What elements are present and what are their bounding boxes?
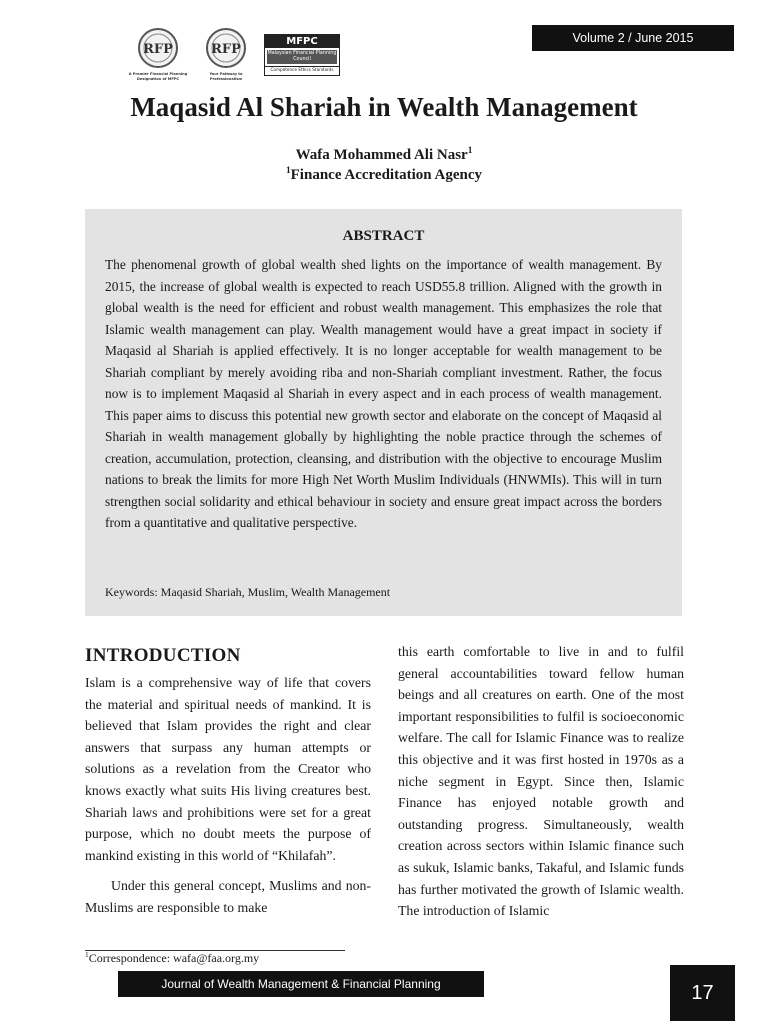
mfpc-logo-subtitle: Malaysian Financial Planning Council: [267, 51, 337, 62]
abstract-heading: ABSTRACT: [342, 228, 425, 244]
mfpc-logo-tagline: Competence Ethics Standards: [265, 66, 339, 73]
left-column: [85, 672, 371, 928]
author-name: Wafa Mohammed Ali Nasr: [295, 147, 468, 163]
mfpc-logo: [264, 34, 340, 76]
svg-text:RFP: RFP: [143, 42, 173, 57]
section-heading-introduction: INTRODUCTION: [85, 645, 241, 666]
volume-label: Volume 2 / June 2015: [532, 25, 734, 51]
rfp-emblem-icon: [136, 26, 180, 70]
journal-footer: Journal of Wealth Management & Financial Planning: [118, 971, 484, 997]
right-column: [398, 641, 684, 922]
intro-paragraph-continued: this earth comfortable to live in and to fulfil general accountabilities toward fellow human beings and all creatures on earth. One of the most important responsibilities to fulfil is socioeconomic welfare. The call for Islamic Finance was to realize this objective and it was first hosted in 1970s as a niche segment in Egypt. Since then, Islamic Finance has enjoyed notable growth and outstanding progress. Simultaneously, wealth creation across sectors within Islamic finance such as sukuk, Islamic banks, Takaful, and Islamic funds has further motivated the growth of Islamic wealth. The introduction of Islamic: [398, 644, 684, 919]
article-title: Maqasid Al Shariah in Wealth Management: [130, 92, 638, 122]
author-line: [0, 146, 768, 164]
rfp-logo-caption: A Premier Financial Planning Designation of MFPC: [128, 72, 188, 81]
rfp-emblem-icon: [204, 26, 248, 70]
svg-text:RFP: RFP: [211, 42, 241, 57]
affiliation-footnote-marker: 1: [285, 166, 291, 176]
author-footnote-marker: 1: [467, 146, 473, 156]
footnote-marker: 1: [85, 950, 89, 959]
page-number: 17: [670, 965, 735, 1021]
intro-paragraph-2: Under this general concept, Muslims and non-Muslims are responsible to make: [85, 878, 371, 915]
mfpc-logo-title: MFPC: [265, 35, 339, 48]
keywords: Keywords: Maqasid Shariah, Muslim, Wealth Management: [105, 585, 391, 599]
affiliation-line: [0, 166, 768, 184]
footnote: [85, 951, 259, 966]
intro-paragraph-1: Islam is a comprehensive way of life that covers the material and spiritual needs of mankind. It is believed that Islam provides the right and clear answers that surpass any human attempts or solutions as a revelation from the Creator who knows exactly what suits His living creatures best. Shariah laws and prohibitions were set for a great purpose, which no doubt meets the purpose of mankind existing in this world of “Khilafah”.: [85, 675, 371, 863]
rfp-logo-2: [196, 26, 256, 96]
affiliation-name: Finance Accreditation Agency: [290, 167, 483, 183]
rfp-logo-2-caption: Your Pathway to Professionalism: [209, 72, 243, 81]
rfp-logo: [128, 26, 188, 96]
footnote-text: Correspondence: wafa@faa.org.my: [88, 951, 260, 965]
abstract-body: The phenomenal growth of global wealth shed lights on the importance of wealth management. By 2015, the increase of global wealth is expected to reach USD55.8 trillion. Aligned with the growth in global wealth is the need for efficient and robust wealth management. This emphasizes the role that Islamic wealth management can play. Wealth management would have a great impact in society if Maqasid al Shariah is applied effectively. It is no longer acceptable for wealth management to be Shariah compliant by merely avoiding riba and non-Shariah compliant investment. Rather, the focus now is to implement Maqasid al Shariah in every aspect and in each process of wealth management. This paper aims to discuss this potential new growth sector and elaborate on the concept of Maqasid al Shariah in wealth management globally by highlighting the noble practice through the schemes of creation, accumulation, protection, cleansing, and distribution with the objective to encourage Muslim nations to break the limits for more High Net Worth Muslim Individuals (HNWMIs). This will in turn strengthen social solidarity and ethical behaviour in society and ensure great impact across the borders from a quantitative and qualitative perspective.: [105, 257, 662, 530]
